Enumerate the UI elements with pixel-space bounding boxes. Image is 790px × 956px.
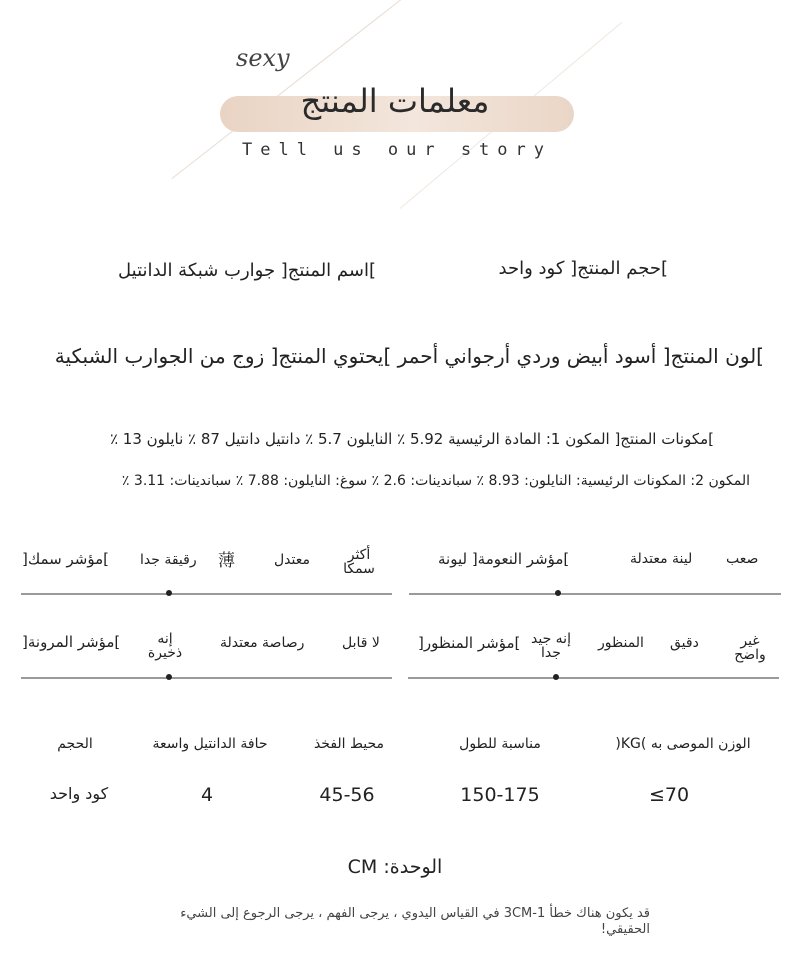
softness-option: لينة معتدلة — [630, 551, 693, 567]
script-word: sexy — [236, 44, 290, 72]
table-header: مناسبة للطول — [459, 736, 541, 752]
table-header: الوزن الموصى به )KG( — [615, 736, 751, 752]
table-header: الحجم — [57, 736, 93, 752]
spec-composition-2: المكون 2: المكونات الرئيسية: النايلون: 8.93 ٪ سباندينات: 2.6 ٪ سوغ: النايلون: 7.88 ٪ سباندينات: 3.11 ٪ — [121, 473, 750, 489]
table-cell: ≤70 — [648, 784, 690, 806]
elasticity-marker — [166, 674, 172, 680]
table-cell: 4 — [200, 784, 214, 806]
spec-name: ]اسم المنتج[ جوارب شبكة الدانتيل — [118, 260, 376, 281]
transparency-option: المنظور — [598, 635, 644, 651]
measurement-note: قد يكون هناك خطأ 1-3CM في القياس اليدوي ، يرجى الفهم ، يرجى الرجوع إلى الشيء الحقيقي! — [180, 906, 650, 937]
tagline: Tell us our story — [242, 140, 552, 160]
elasticity-option: رصاصة معتدلة — [220, 635, 305, 651]
transparency-option: إنه جيد جدا — [531, 631, 571, 661]
page-title: معلمات المنتج — [300, 82, 490, 120]
spec-color-contents: ]لون المنتج[ أسود أبيض وردي أرجواني أحمر ]يحتوي المنتج[ زوج من الجوارب الشبكية — [54, 344, 764, 368]
transparency-option: غير واضح — [734, 633, 766, 663]
unit-label: الوحدة: CM — [347, 856, 443, 878]
elasticity-option: إنه ذخيرة — [147, 631, 183, 661]
thickness-option: معتدل — [274, 552, 310, 568]
transparency-marker — [553, 674, 559, 680]
thickness-title: ]مؤشر سمك[ — [22, 550, 109, 568]
elasticity-scale — [21, 677, 392, 679]
transparency-title: ]مؤشر المنظور[ — [418, 634, 521, 652]
thickness-option: أكثر سمكا — [343, 547, 375, 577]
softness-title: ]مؤشر النعومة[ ليونة — [438, 550, 570, 568]
thickness-option: رقيقة جدا — [140, 552, 197, 568]
thickness-marker — [166, 590, 172, 596]
softness-option: صعب — [726, 551, 759, 567]
softness-scale — [409, 593, 781, 595]
spec-composition-1: ]مكونات المنتج[ المكون 1: المادة الرئيسية 5.92 ٪ النايلون 5.7 ٪ دانتيل دانتيل 87 ٪ نايلون 13 ٪ — [109, 430, 714, 448]
elasticity-option: لا قابل — [342, 635, 380, 651]
table-cell: 150-175 — [460, 784, 540, 806]
table-cell: 45-56 — [319, 784, 375, 806]
elasticity-title: ]مؤشر المرونة[ — [22, 633, 121, 651]
table-cell: كود واحد — [49, 784, 109, 803]
spec-size: ]حجم المنتج[ كود واحد — [498, 258, 668, 279]
table-header: حافة الدانتيل واسعة — [152, 736, 268, 752]
transparency-scale — [408, 677, 779, 679]
transparency-option: دقيق — [670, 635, 699, 651]
thickness-scale — [21, 593, 392, 595]
table-header: محيط الفخذ — [313, 736, 385, 752]
thickness-option: 薄 — [218, 551, 235, 571]
softness-marker — [555, 590, 561, 596]
